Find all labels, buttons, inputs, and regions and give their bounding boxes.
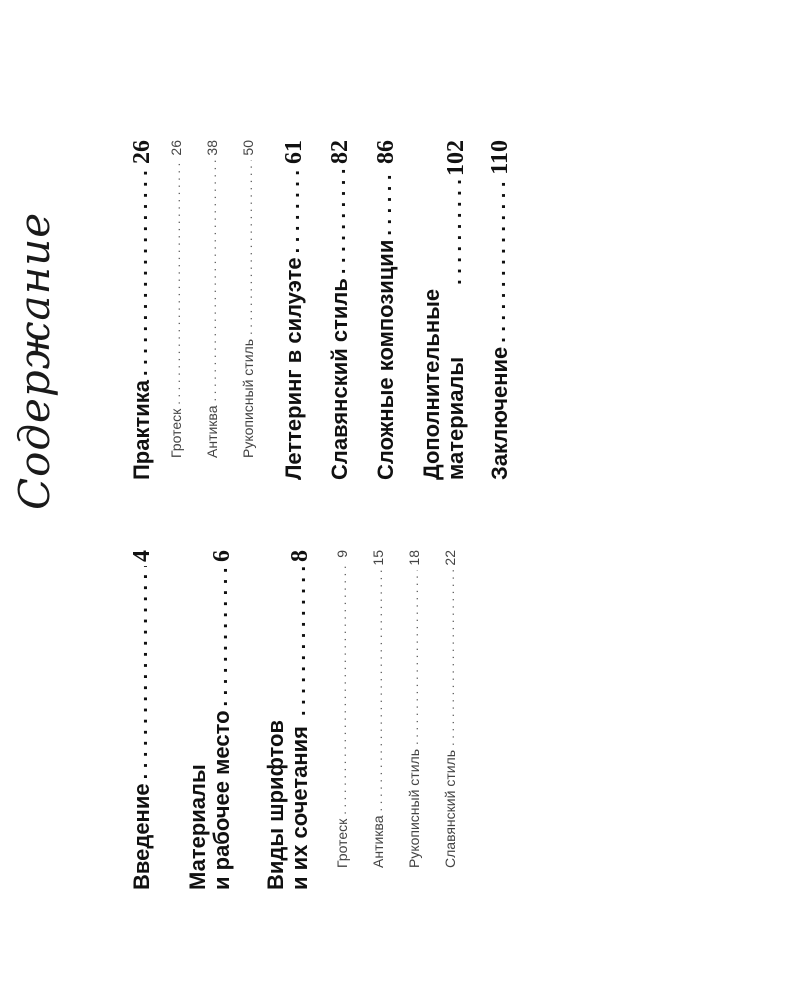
toc-entry-practice-grotesque[interactable] [168, 140, 184, 480]
toc-entry-page: 61 [281, 140, 307, 164]
dot-leader [241, 160, 256, 335]
toc-entry-title: Заключение [487, 346, 512, 480]
toc-entry-materials[interactable] [186, 550, 234, 890]
toc-entry-practice-handwritten[interactable] [240, 140, 256, 480]
toc-entry-practice-antiqua[interactable] [204, 140, 220, 480]
dot-leader [335, 562, 350, 815]
toc-entry-title: Практика [129, 379, 154, 480]
dot-leader [371, 570, 386, 812]
dot-leader [443, 570, 458, 746]
toc-entry-page: 9 [334, 550, 350, 558]
toc-entry-silhouette-lettering[interactable] [282, 140, 306, 480]
dot-leader [407, 570, 422, 745]
toc-entry-title: Гротеск [168, 408, 184, 458]
toc-entry-introduction[interactable] [130, 550, 154, 890]
dot-leader [445, 180, 468, 285]
toc-entry-complex-compositions[interactable] [374, 140, 398, 480]
toc-entry-page: 22 [442, 550, 458, 566]
dot-leader [329, 168, 352, 274]
toc-entry-title: Введение [129, 783, 154, 890]
toc-entry-page: 8 [287, 550, 313, 562]
toc-entry-page: 50 [240, 140, 256, 156]
dot-leader [375, 168, 398, 236]
toc-entry-page: 6 [209, 550, 235, 562]
toc-content [10, 110, 513, 890]
dot-leader [289, 566, 312, 716]
toc-entry-page: 102 [443, 140, 469, 176]
toc-entry-title: Дополнительные материалы [419, 288, 468, 480]
toc-entry-handwritten[interactable] [406, 550, 422, 890]
toc-entry-page: 26 [129, 140, 155, 164]
toc-entry-title: Виды шрифтов и их сочетания [263, 720, 312, 890]
dot-leader [169, 160, 184, 405]
toc-entry-title: Антиква [370, 815, 386, 868]
toc-entry-additional-materials[interactable] [420, 140, 468, 480]
toc-entry-title: Славянский стиль [442, 749, 458, 868]
toc-entry-title: Гротеск [334, 818, 350, 868]
toc-entry-title: Леттеринг в силуэте [281, 257, 306, 480]
toc-heading: Содержание [10, 211, 59, 510]
toc-entry-page: 86 [373, 140, 399, 164]
toc-entry-page: 15 [370, 550, 386, 566]
toc-entry-page: 110 [487, 140, 513, 175]
dot-leader [489, 179, 512, 343]
toc-entry-title: Сложные композиции [373, 239, 398, 480]
toc-entry-title: Рукописный стиль [406, 748, 422, 868]
toc-entry-page: 18 [406, 550, 422, 566]
toc-entry-slavic[interactable] [442, 550, 458, 890]
dot-leader [283, 168, 306, 253]
toc-entry-font-types[interactable] [264, 550, 312, 890]
toc-entry-page: 4 [129, 550, 155, 562]
dot-leader [211, 566, 234, 706]
toc-entry-title: Материалы и рабочее место [185, 710, 234, 890]
toc-entry-practice[interactable] [130, 140, 154, 480]
toc-entry-grotesque[interactable] [334, 550, 350, 890]
dot-leader [131, 168, 154, 376]
toc-entry-title: Славянский стиль [327, 278, 352, 480]
toc-entry-conclusion[interactable] [488, 140, 512, 480]
toc-entry-slavic-style[interactable] [328, 140, 352, 480]
dot-leader [205, 160, 220, 402]
toc-entry-title: Рукописный стиль [240, 338, 256, 458]
toc-entry-title: Антиква [204, 405, 220, 458]
dot-leader [131, 566, 154, 779]
toc-entry-antiqua[interactable] [370, 550, 386, 890]
toc-entry-page: 26 [168, 140, 184, 156]
toc-entry-page: 82 [327, 140, 353, 164]
toc-entry-page: 38 [204, 140, 220, 156]
